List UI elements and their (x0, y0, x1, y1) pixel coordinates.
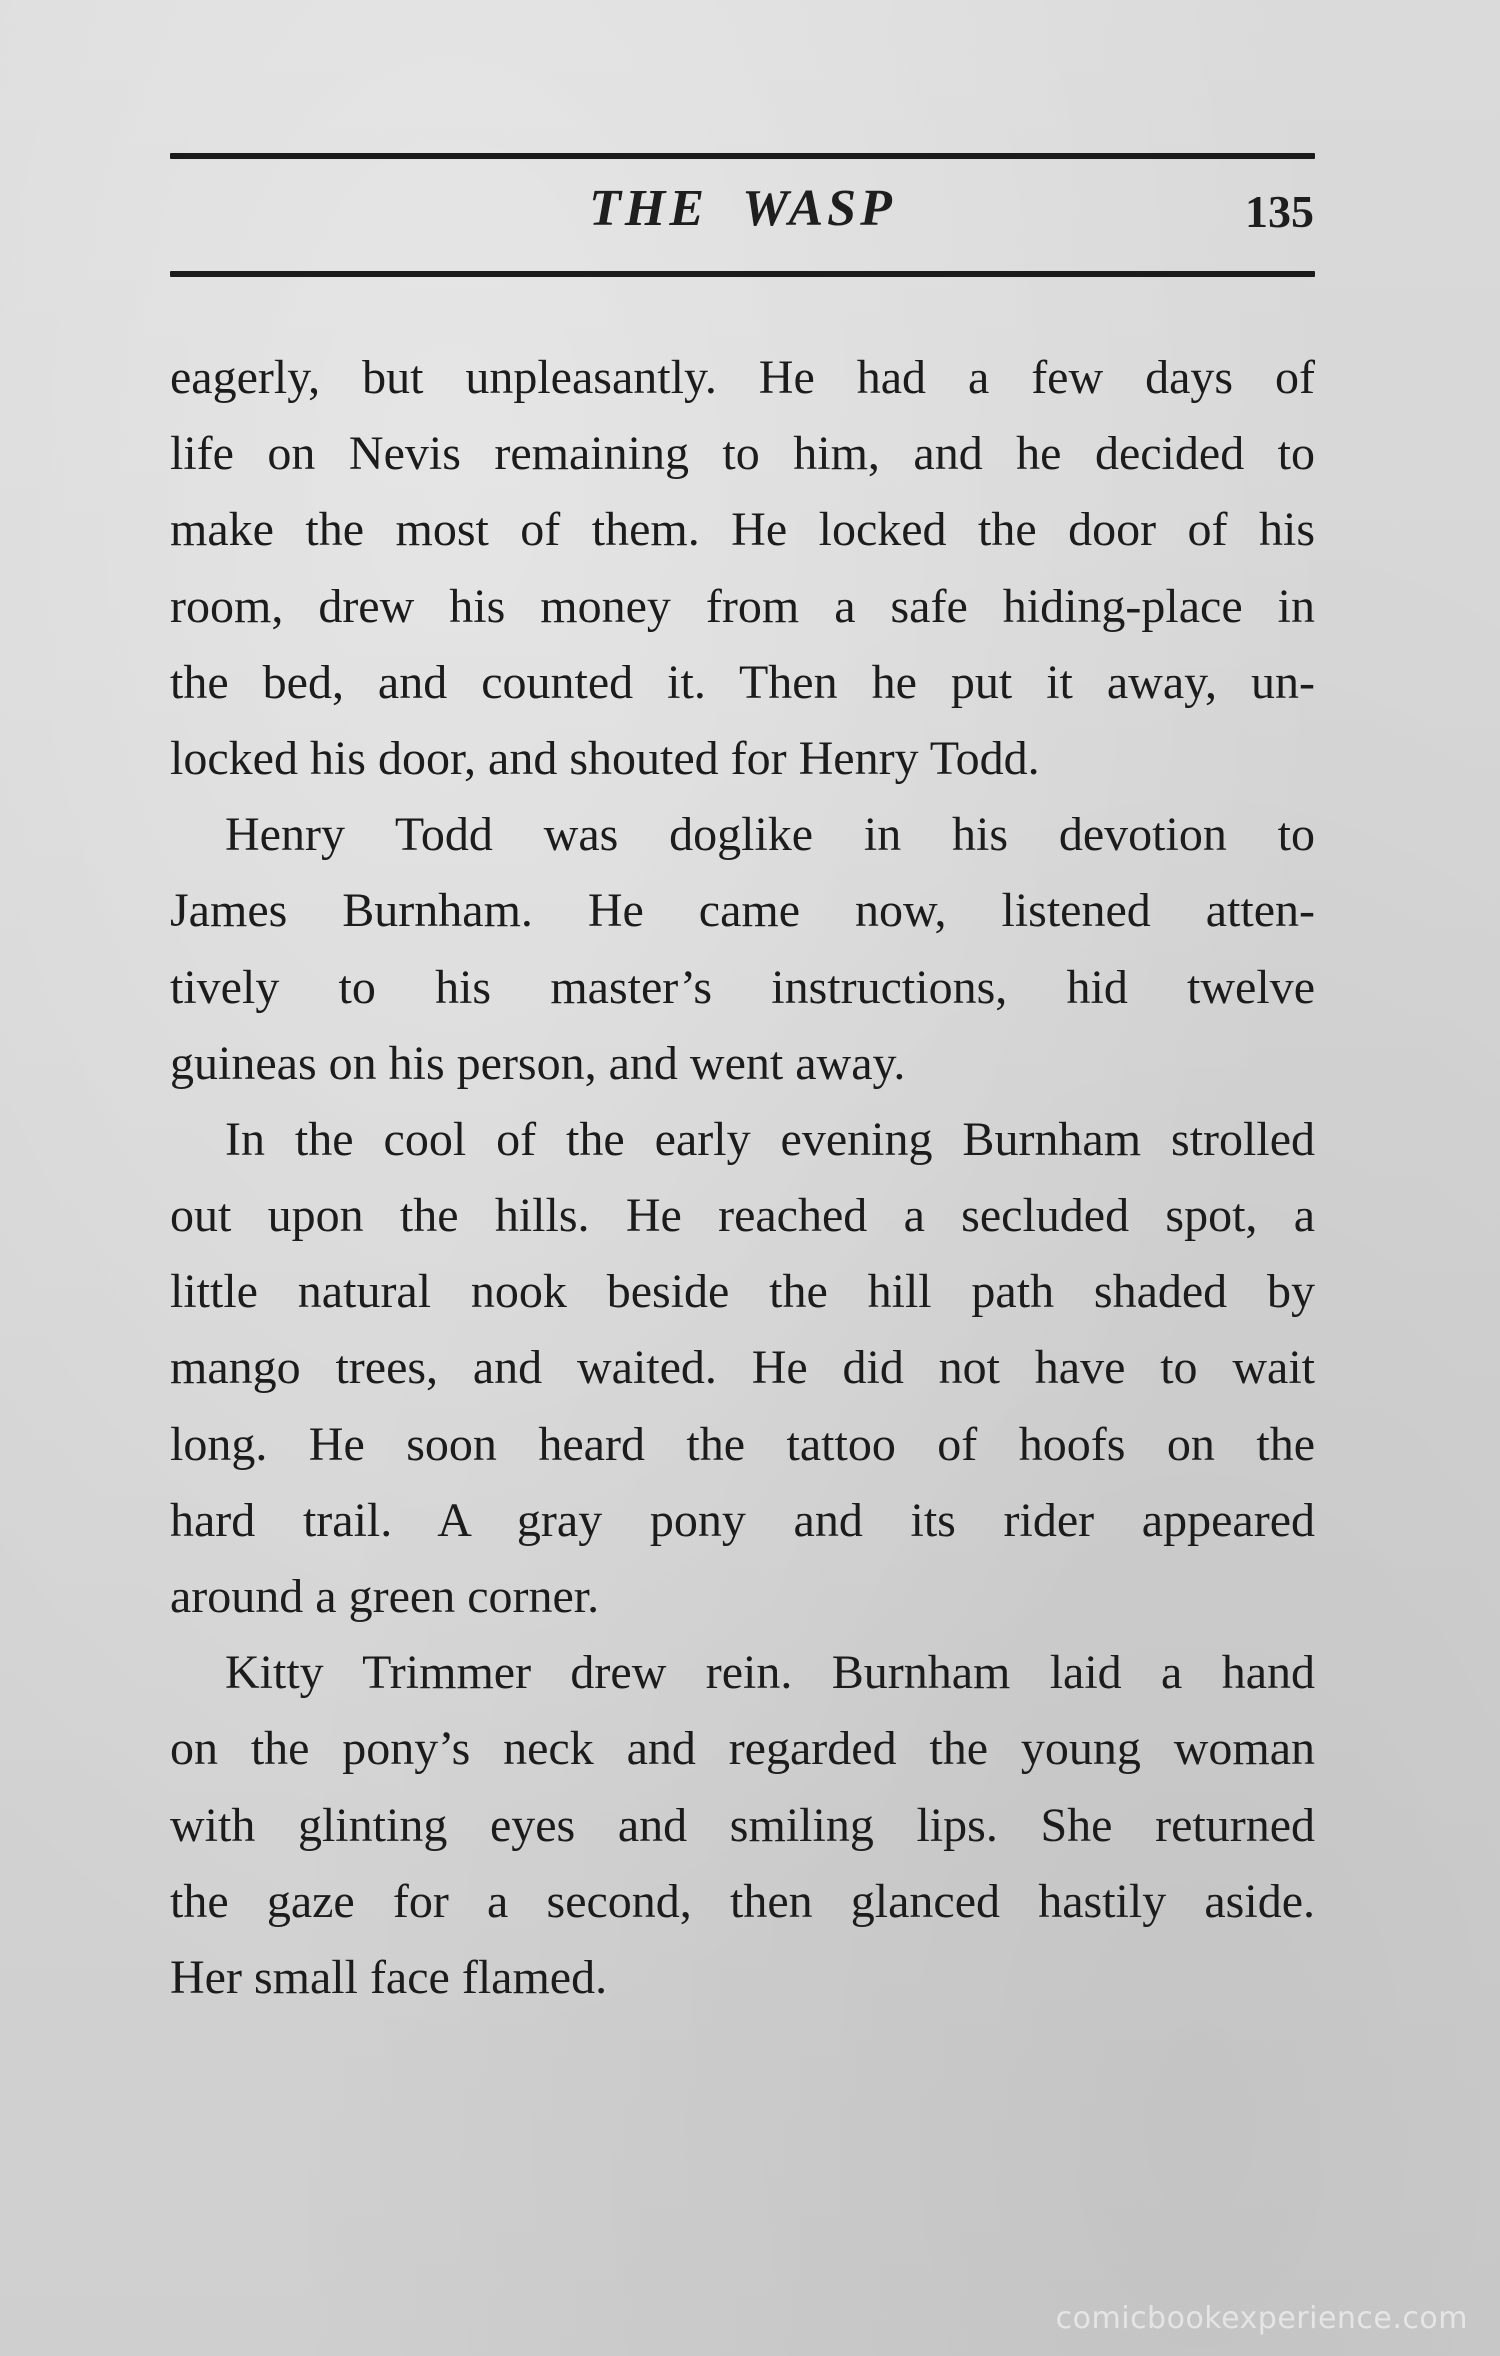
text-line: out upon the hills. He reached a secluded spot, a (170, 1189, 1315, 1243)
text-line: make the most of them. He locked the door of his (170, 503, 1315, 557)
text-line: the bed, and counted it. Then he put it away, un- (170, 655, 1315, 709)
watermark: comicbookexperience.com (1055, 2301, 1468, 2336)
text-line: Her small face flamed. (170, 1950, 608, 2004)
text-line: little natural nook beside the hill path shaded by (170, 1265, 1315, 1319)
text-line: life on Nevis remaining to him, and he decided to (170, 427, 1315, 481)
header-rule-top (170, 153, 1315, 159)
text-line: tively to his master’s instructions, hid twelve (170, 960, 1315, 1014)
text-line: James Burnham. He came now, listened atten- (170, 884, 1315, 938)
text-line: mango trees, and waited. He did not have to wait (170, 1341, 1315, 1395)
text-line: long. He soon heard the tattoo of hoofs on the (170, 1417, 1315, 1471)
text-line: around a green corner. (170, 1570, 600, 1623)
text-line: on the pony’s neck and regarded the young woman (170, 1722, 1315, 1776)
text-line: locked his door, and shouted for Henry Todd. (170, 731, 1040, 785)
text-line: In the cool of the early evening Burnham strolled (225, 1112, 1315, 1166)
text-line: Kitty Trimmer drew rein. Burnham laid a hand (225, 1646, 1315, 1700)
text-line: Henry Todd was doglike in his devotion to (225, 808, 1315, 862)
text-line: room, drew his money from a safe hiding-place in (170, 579, 1315, 633)
text-line: the gaze for a second, then glanced hastily aside. (170, 1874, 1315, 1928)
text-line: eagerly, but unpleasantly. He had a few days of (170, 351, 1315, 404)
text-line: hard trail. A gray pony and its rider appeared (170, 1493, 1315, 1547)
page-number: 135 (1245, 186, 1314, 237)
text-line: guineas on his person, and went away. (170, 1036, 906, 1090)
body-text (170, 340, 1315, 2016)
header-rule-bottom (170, 271, 1315, 277)
text-line: with glinting eyes and smiling lips. She returned (170, 1798, 1315, 1852)
running-title: THE WASP (589, 180, 896, 237)
